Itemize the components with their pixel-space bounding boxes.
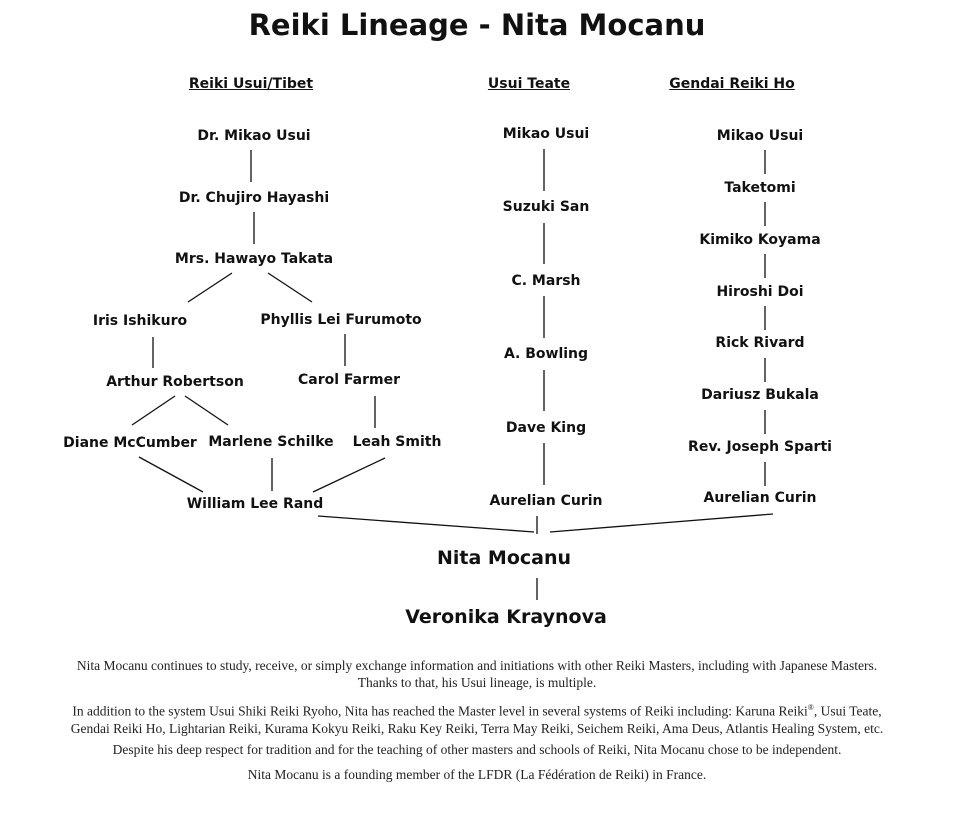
node-diane-mccumber: Diane McCumber [63,435,197,451]
node-dr-mikao-usui: Dr. Mikao Usui [197,128,311,144]
node-rev-joseph-sparti: Rev. Joseph Sparti [688,439,832,455]
node-dariusz-bukala: Dariusz Bukala [701,387,819,403]
node-hiroshi-doi: Hiroshi Doi [716,284,804,300]
node-nita-mocanu: Nita Mocanu [436,547,572,569]
node-iris-ishikuro: Iris Ishikuro [92,313,188,329]
paragraph-master-systems-line-1-end: , Usui Teate, [813,703,882,719]
column-header-gendai-reiki-ho: Gendai Reiki Ho [669,76,795,92]
node-veronika-kraynova: Veronika Kraynova [405,606,607,628]
node-a-bowling: A. Bowling [503,346,589,362]
paragraph-lfdr-member: Nita Mocanu is a founding member of the LFDR (La Fédération de Reiki) in France. [247,767,707,782]
paragraph-master-systems-line-2: Gendai Reiki Ho, Lightarian Reiki, Kurama Kokyu Reiki, Raku Key Reiki, Terra May Reiki, Seichem Reiki, Ama Deus, Atlantis Healing System, etc. [70,720,884,736]
column-header-usui-tibet: Reiki Usui/Tibet [188,76,314,92]
node-taketomi: Taketomi [724,180,796,196]
node-gendai-aurelian-curin: Aurelian Curin [703,490,817,506]
paragraph-master-systems-line-1-text: In addition to the system Usui Shiki Reiki Ryoho, Nita has reached the Master level in several systems of Reiki including: Karuna Reiki [72,703,808,719]
node-dave-king: Dave King [505,420,587,436]
node-arthur-robertson: Arthur Robertson [106,374,244,390]
column-header-usui-teate: Usui Teate [487,76,571,92]
node-william-lee-rand: William Lee Rand [186,496,324,512]
node-gendai-mikao-usui: Mikao Usui [716,128,804,144]
paragraph-master-systems-line-1 [20,699,934,720]
node-teate-aurelian-curin: Aurelian Curin [489,493,603,509]
node-carol-farmer: Carol Farmer [298,372,400,388]
node-leah-smith: Leah Smith [352,434,442,450]
paragraph-master-systems [20,699,934,737]
node-teate-mikao-usui: Mikao Usui [502,126,590,142]
node-c-marsh: C. Marsh [511,273,581,289]
paragraph-studies-line-1: Nita Mocanu continues to study, receive, or simply exchange information and initiations with other Reiki Masters, including with Japanese Masters. [76,658,878,673]
paragraph-studies-line-2: Thanks to that, his Usui lineage, is multiple. [357,675,597,690]
page-title: Reiki Lineage - Nita Mocanu [248,8,706,42]
node-phyllis-lei-furumoto: Phyllis Lei Furumoto [260,312,422,328]
node-suzuki-san: Suzuki San [502,199,590,215]
node-dr-chujiro-hayashi: Dr. Chujiro Hayashi [178,190,330,206]
node-kimiko-koyama: Kimiko Koyama [699,232,821,248]
paragraph-independence: Despite his deep respect for tradition and for the teaching of other masters and schools of Reiki, Nita Mocanu chose to be independent. [112,742,842,757]
registered-mark: ® [807,703,814,712]
node-marlene-schilke: Marlene Schilke [208,434,334,450]
paragraph-studies [20,657,934,691]
node-rick-rivard: Rick Rivard [715,335,805,351]
node-mrs-hawayo-takata: Mrs. Hawayo Takata [174,251,334,267]
